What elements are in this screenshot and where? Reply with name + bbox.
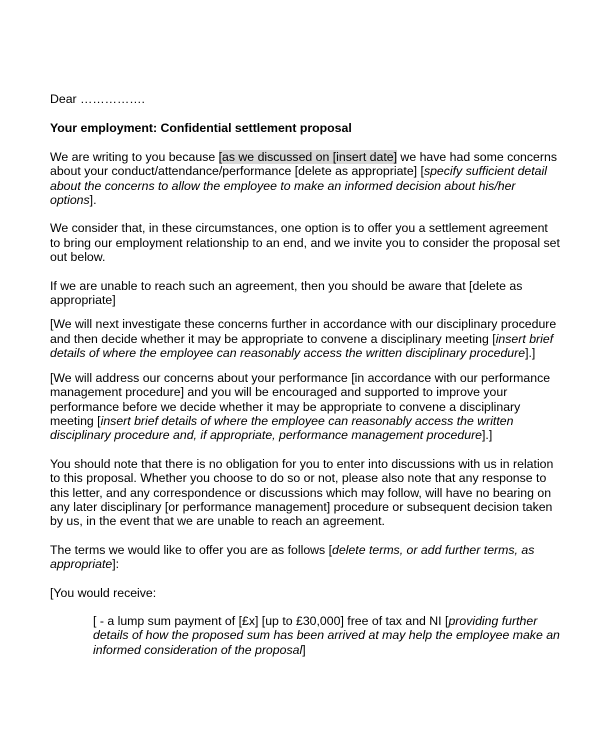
paragraph-concerns bbox=[50, 150, 560, 208]
paragraph-text: The terms we would like to offer you are as follows [ bbox=[50, 542, 333, 557]
paragraph-no-obligation: You should note that there is no obligation for you to enter into discussions with us in relation to this proposal. Whether you choose to do so or not, please also note that any response to this letter, and any correspondence or discussions which may follow, will have no bearing on any later disciplinary [or performance management] procedure or subsequent decision taken by us, in the event that we are unable to reach an agreement. bbox=[50, 456, 554, 529]
paragraph-text: [We will address our concerns about your performance [in accordance with our performance management procedure] and you will be encouraged and supported to improve your performance before we decide whether it may be appropriate to convene a disciplinary meeting [ bbox=[50, 370, 551, 428]
italic-instruction: providing further details of how the proposed sum has been arrived at may help the employee make an informed consideration of the proposal bbox=[93, 613, 560, 657]
paragraph-terms bbox=[50, 543, 560, 572]
paragraph-text: ].] bbox=[482, 428, 493, 443]
salutation: Dear ……………. bbox=[50, 92, 145, 106]
italic-instruction: delete terms, or add further terms, as appropriate bbox=[50, 542, 535, 572]
italic-instruction: insert brief details of where the employee can reasonably access the written disciplinary procedure and, if appropriate, performance management procedure bbox=[50, 413, 514, 443]
paragraph-disciplinary bbox=[50, 317, 560, 360]
paragraph-you-would-receive: [You would receive: bbox=[50, 585, 157, 600]
paragraph-settlement-option: We consider that, in these circumstances, one option is to offer you a settlement agreement to bring our employment relationship to an end, and we invite you to consider the proposal set out below. bbox=[50, 221, 560, 265]
letter-heading: Your employment: Confidential settlement proposal bbox=[50, 121, 352, 136]
paragraph-text: ]. bbox=[89, 193, 97, 208]
paragraph-text: ] bbox=[302, 642, 306, 657]
paragraph-performance bbox=[50, 371, 560, 443]
paragraph-text: we have had some concerns about your conduct/attendance/performance [delete as appropriate] [ bbox=[50, 149, 557, 179]
italic-instruction: specify sufficient detail about the concerns to allow the employee to make an informed decision about his/her options bbox=[50, 164, 547, 208]
paragraph-text: We are writing to you because bbox=[50, 149, 219, 164]
paragraph-text: ]: bbox=[112, 557, 120, 572]
highlighted-text: [as we discussed on [insert date] bbox=[218, 149, 398, 164]
paragraph-text: ].] bbox=[525, 346, 536, 361]
paragraph-text: [We will next investigate these concerns further in accordance with our disciplinary procedure and then decide whether it may be appropriate to convene a disciplinary meeting [ bbox=[50, 317, 557, 346]
paragraph-text: [ - a lump sum payment of [£x] [up to £30,000] free of tax and NI [ bbox=[93, 613, 449, 628]
italic-instruction: insert brief details of where the employee can reasonably access the written disciplinary procedure bbox=[50, 331, 554, 361]
paragraph-lump-sum bbox=[93, 614, 560, 657]
paragraph-unable-to-agree: If we are unable to reach such an agreement, then you should be aware that [delete as appropriate] bbox=[50, 278, 523, 308]
